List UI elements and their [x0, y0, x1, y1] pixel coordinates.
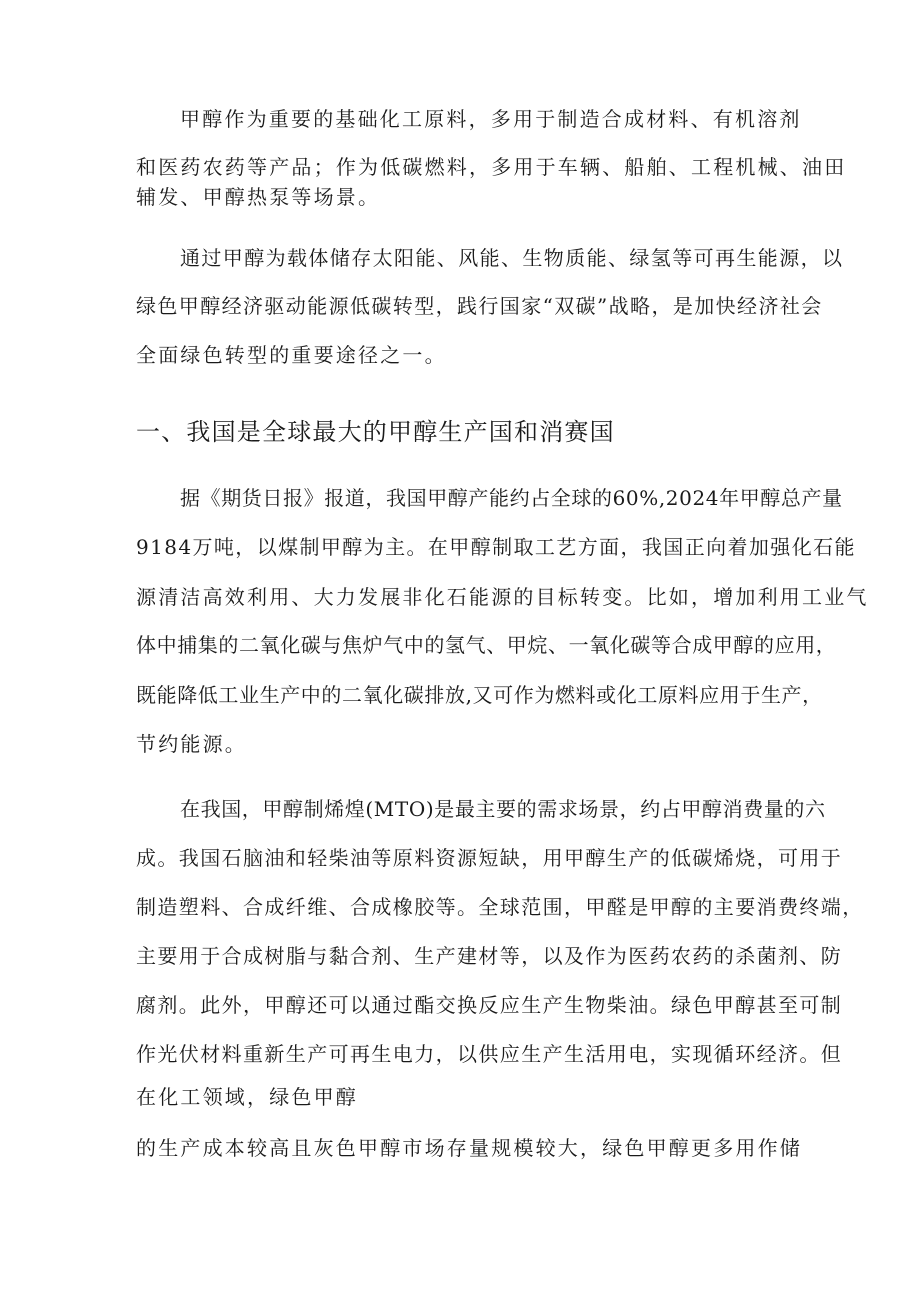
paragraph-4-line-8: 的生产成本较高且灰色甲醇市场存量规模较大，绿色甲醇更多用作储	[136, 1136, 802, 1160]
paragraph-1-line-2: 和医药农药等产品；作为低碳燃料，多用于车辆、船舶、工程机械、油田	[136, 155, 847, 179]
paragraph-3-line-1: 据《期货日报》报道，我国甲醇产能约占全球的60%,2024年甲醇总产量	[180, 486, 843, 510]
paragraph-4-line-5: 腐剂。此外，甲醇还可以通过酯交换反应生产生物柴油。绿色甲醇甚至可制	[136, 993, 843, 1017]
paragraph-3-line-5: 既能降低工业生产中的二氧化碳排放,又可作为燃料或化工原料应用于生产，	[136, 683, 823, 707]
paragraph-2-line-1: 通过甲醇为载体储存太阳能、风能、生物质能、绿氢等可再生能源，以	[180, 246, 844, 270]
paragraph-4-line-4: 主要用于合成树脂与黏合剂、生产建材等，以及作为医药农药的杀菌剂、防	[136, 944, 843, 968]
paragraph-3-line-2: 9184万吨，以煤制甲醇为主。在甲醇制取工艺方面，我国正向着加强化石能	[136, 535, 856, 559]
paragraph-3-line-3: 源清洁高效利用、大力发展非化石能源的目标转变。比如，增加利用工业气	[136, 585, 869, 609]
paragraph-1-line-3: 辅发、甲醇热泵等场景。	[136, 185, 381, 209]
paragraph-1-line-1: 甲醇作为重要的基础化工原料，多用于制造合成材料、有机溶剂	[180, 107, 802, 131]
paragraph-4-line-6: 作光伏材料重新生产可再生电力，以供应生产生活用电，实现循环经济。但	[136, 1042, 843, 1066]
paragraph-2-line-3: 全面绿色转型的重要途径之一。	[136, 343, 447, 367]
section-heading: 一、我国是全球最大的甲醇生产国和消赛国	[136, 418, 615, 446]
paragraph-3-line-4: 体中捕集的二氧化碳与焦炉气中的氢气、甲烷、一氧化碳等合成甲醇的应用，	[136, 633, 837, 657]
paragraph-3-line-6: 节约能源。	[136, 732, 247, 756]
paragraph-2-line-2: 绿色甲醇经济驱动能源低碳转型，践行国家“双碳”战略，是加快经济社会	[136, 294, 823, 318]
paragraph-4-line-7: 在化工领域，绿色甲醇	[136, 1085, 358, 1109]
paragraph-4-line-2: 成。我国石脑油和轻柴油等原料资源短缺，用甲醇生产的低碳烯烧，可用于	[136, 846, 843, 870]
paragraph-4-line-1: 在我国，甲醇制烯煌(MTO)是最主要的需求场景，约占甲醇消费量的六	[180, 797, 826, 821]
paragraph-4-line-3: 制造塑料、合成纤维、合成橡胶等。全球范围，甲醛是甲醇的主要消费终端，	[136, 895, 864, 919]
